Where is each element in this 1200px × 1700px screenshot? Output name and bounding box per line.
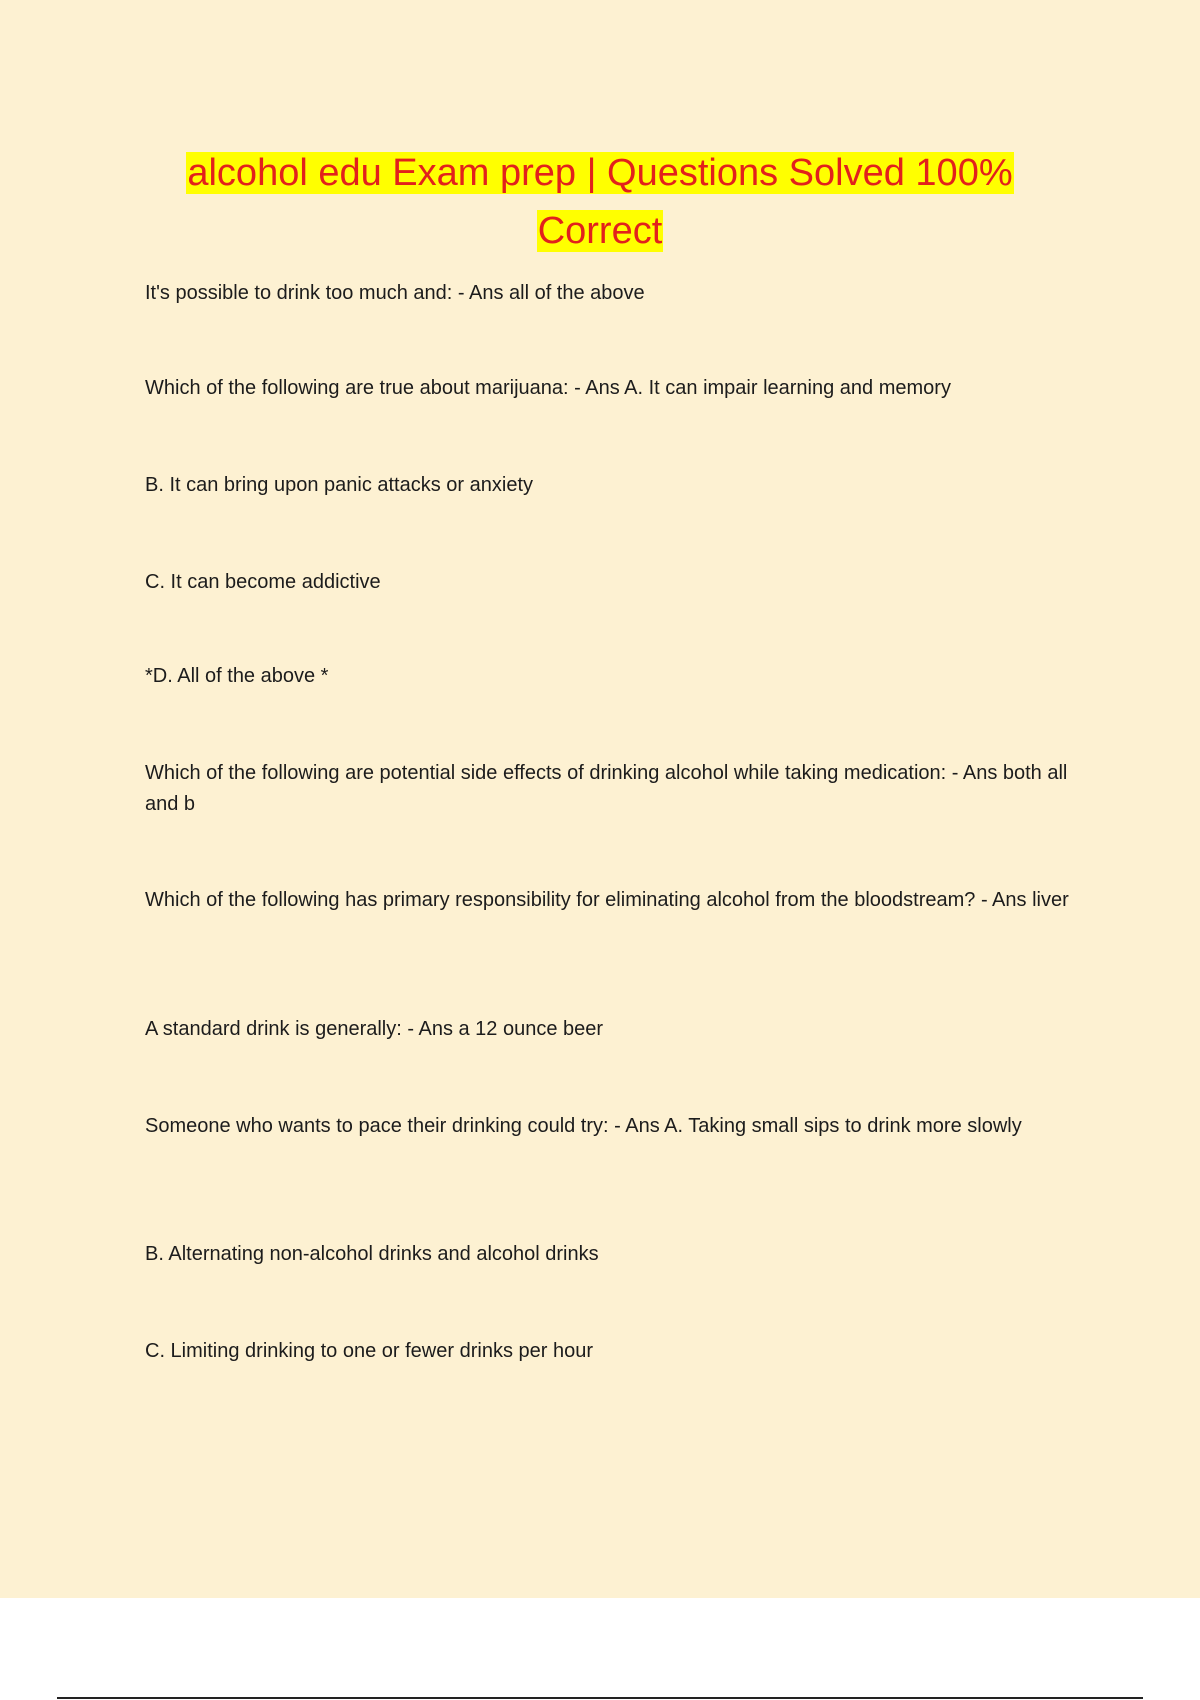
qa-paragraph-2: Which of the following are true about marijuana: - Ans A. It can impair learning and memory — [145, 377, 951, 399]
qa-paragraph-8: A standard drink is generally: - Ans a 12 ounce beer — [145, 1018, 604, 1040]
qa-paragraph-5: *D. All of the above * — [145, 665, 329, 687]
qa-paragraph-3: B. It can bring upon panic attacks or anxiety — [145, 474, 533, 496]
qa-paragraph-6: Which of the following are potential side effects of drinking alcohol while taking medication: - Ans both all and b — [145, 762, 1068, 815]
qa-paragraph-10: B. Alternating non-alcohol drinks and alcohol drinks — [145, 1243, 599, 1265]
document-title — [100, 144, 1100, 260]
qa-paragraph-9: Someone who wants to pace their drinking could try: - Ans A. Taking small sips to drink more slowly — [145, 1115, 1022, 1137]
footer-divider — [57, 1697, 1143, 1699]
title-line-1: alcohol edu Exam prep | Questions Solved 100% — [187, 152, 1013, 194]
qa-paragraph-1: It's possible to drink too much and: - Ans all of the above — [145, 282, 645, 304]
title-line-2: Correct — [537, 210, 663, 252]
qa-paragraph-4: C. It can become addictive — [145, 571, 381, 593]
qa-paragraph-7: Which of the following has primary responsibility for eliminating alcohol from the bloodstream? - Ans liver — [145, 889, 1069, 911]
qa-paragraph-11: C. Limiting drinking to one or fewer drinks per hour — [145, 1340, 593, 1362]
